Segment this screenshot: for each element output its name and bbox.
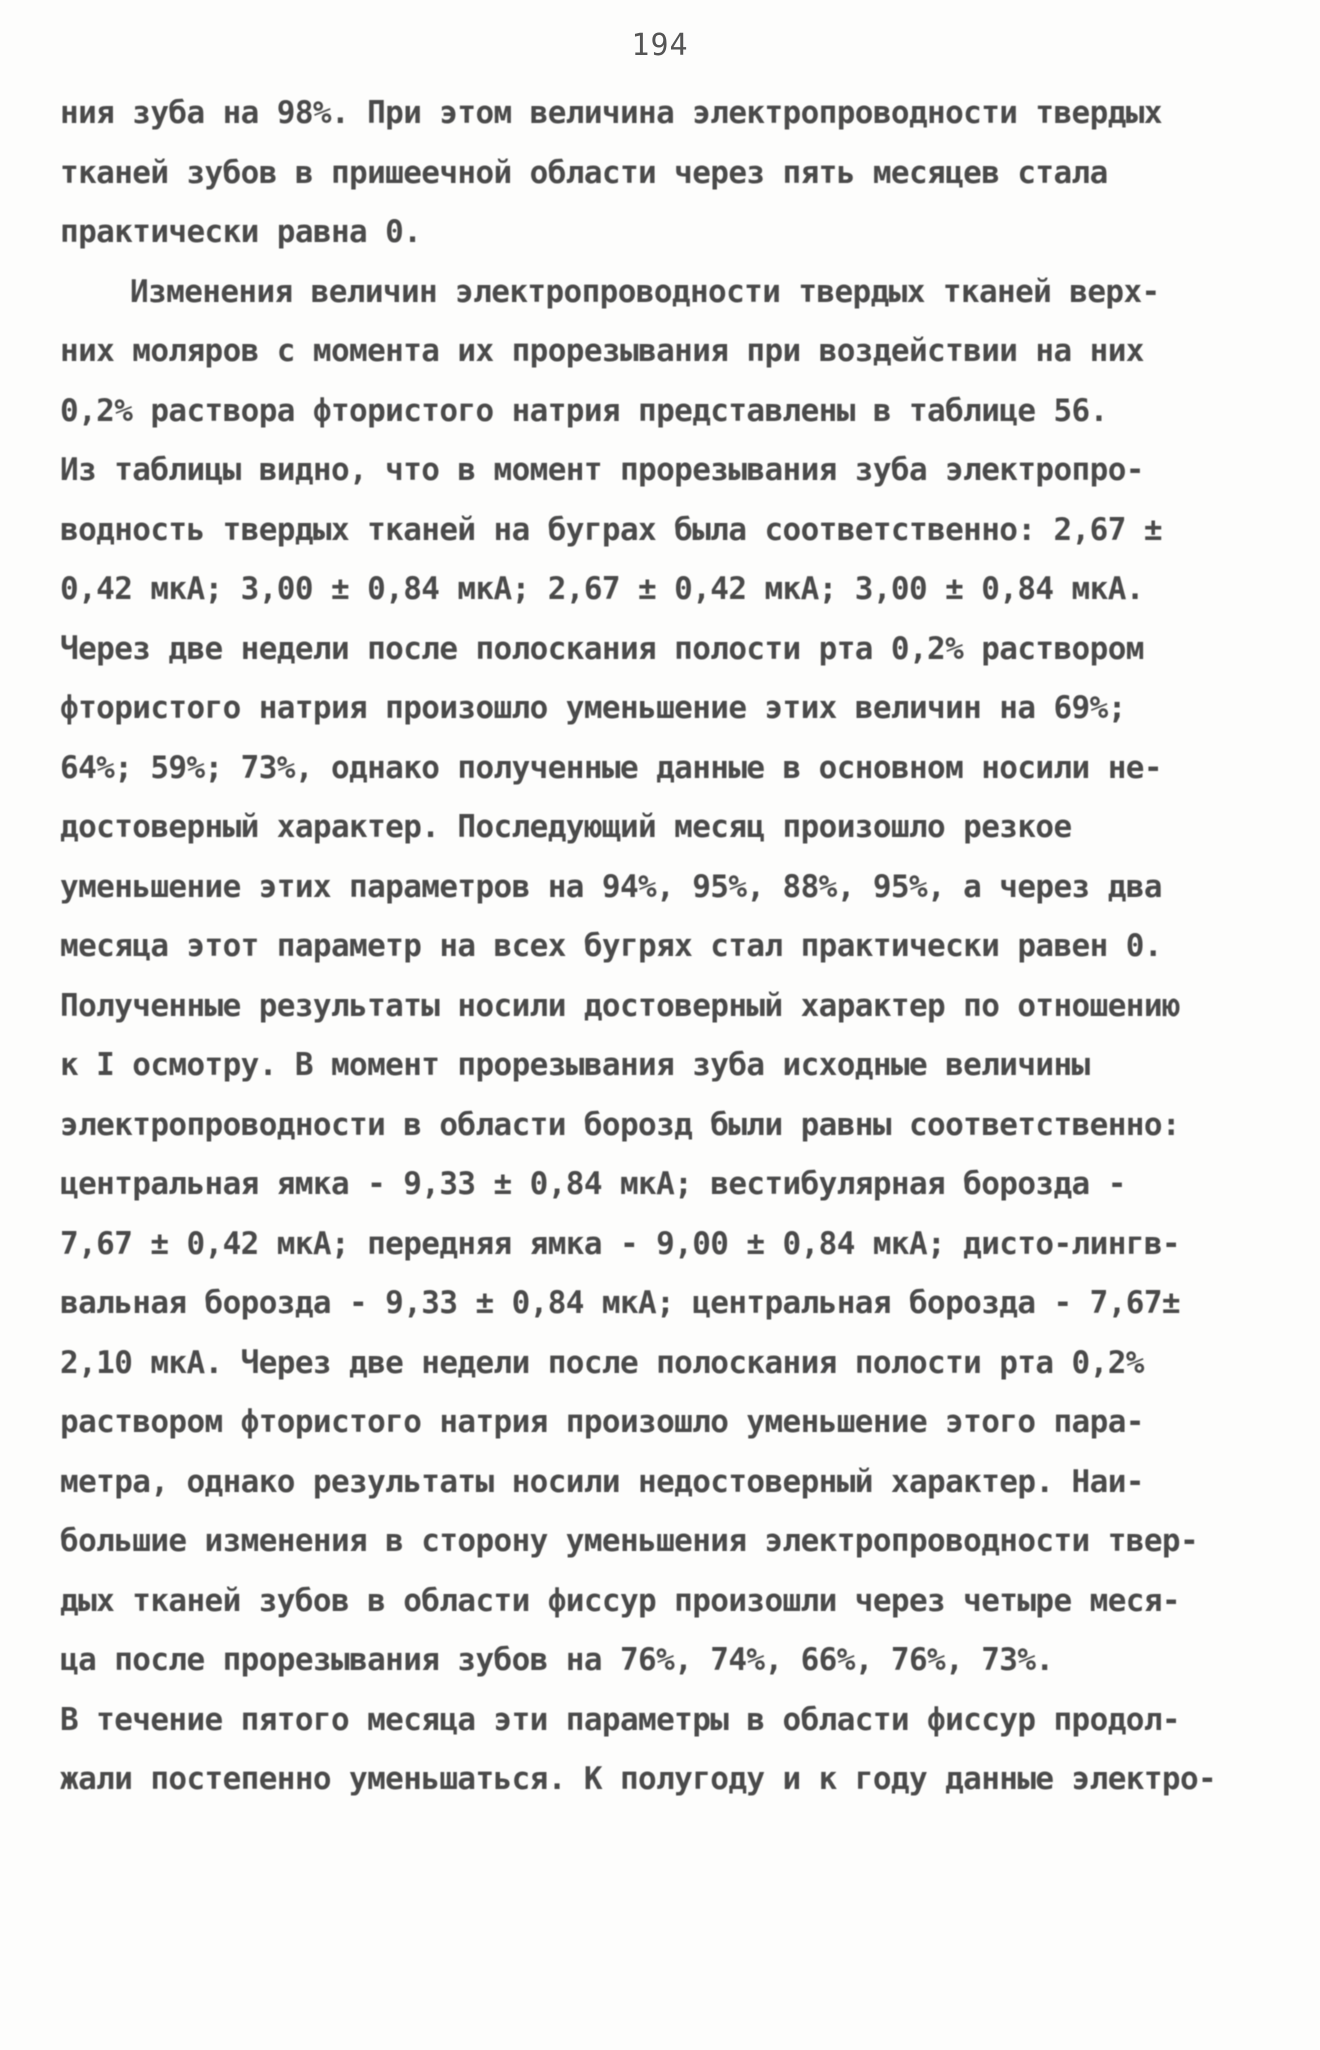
text-line: к I осмотру. В момент прорезывания зуба исходные величины [60,1047,1090,1083]
text-line: них моляров с момента их прорезывания при воздействии на них [60,333,1144,369]
text-line: водность твердых тканей на буграх была соответственно: 2,67 ± [60,511,1162,548]
text-line: жали постепенно уменьшаться. К полугоду и к году данные электро- [60,1761,1217,1797]
text-line: Через две недели после полоскания полости рта 0,2% раствором [60,630,1144,667]
text-line: ца после прорезывания зубов на 76%, 74%, 66%, 76%, 73%. [60,1642,1054,1678]
body-text [60,84,1260,1810]
text-line: 64%; 59%; 73%, однако полученные данные в основном носили не- [60,749,1162,786]
text-line: метра, однако результаты носили недостоверный характер. Наи- [60,1463,1144,1500]
text-line: Из таблицы видно, что в момент прорезывания зуба электропро- [60,452,1144,488]
text-line: Полученные результаты носили достоверный характер по отношению [60,987,1180,1024]
text-line: Изменения величин электропроводности твердых тканей верх- [130,273,1160,310]
text-line: уменьшение этих параметров на 94%, 95%, 88%, 95%, а через два [60,868,1162,905]
text-line: большие изменения в сторону уменьшения электропроводности твер- [60,1523,1199,1559]
text-line: центральная ямка - 9,33 ± 0,84 мкА; вестибулярная борозда - [60,1166,1126,1202]
text-line: электропроводности в области борозд были равны соответственно: [60,1106,1180,1143]
text-line: 0,42 мкА; 3,00 ± 0,84 мкА; 2,67 ± 0,42 мкА; 3,00 ± 0,84 мкА. [60,571,1144,607]
text-line: 2,10 мкА. Через две недели после полоскания полости рта 0,2% [60,1344,1144,1381]
text-line: 0,2% раствора фтористого натрия представлены в таблице 56. [60,392,1108,429]
text-line: В течение пятого месяца эти параметры в области фиссур продол- [60,1701,1180,1738]
text-line: месяца этот параметр на всех бугрях стал практически равен 0. [60,928,1162,964]
text-line: практически равна 0. [60,214,422,250]
text-line: 7,67 ± 0,42 мкА; передняя ямка - 9,00 ± 0,84 мкА; дисто-лингв- [60,1225,1180,1262]
text-line: ния зуба на 98%. При этом величина электропроводности твердых [60,95,1162,131]
text-line: вальная борозда - 9,33 ± 0,84 мкА; центральная борозда - 7,67± [60,1285,1180,1321]
text-line: достоверный характер. Последующий месяц произошло резкое [60,809,1072,845]
text-line: тканей зубов в пришеечной области через пять месяцев стала [60,154,1108,191]
page-number: 194 [631,28,689,63]
text-line: фтористого натрия произошло уменьшение этих величин на 69%; [60,690,1126,726]
text-line: раствором фтористого натрия произошло уменьшение этого пара- [60,1404,1144,1440]
text-line: дых тканей зубов в области фиссур произошли через четыре меся- [60,1582,1180,1619]
